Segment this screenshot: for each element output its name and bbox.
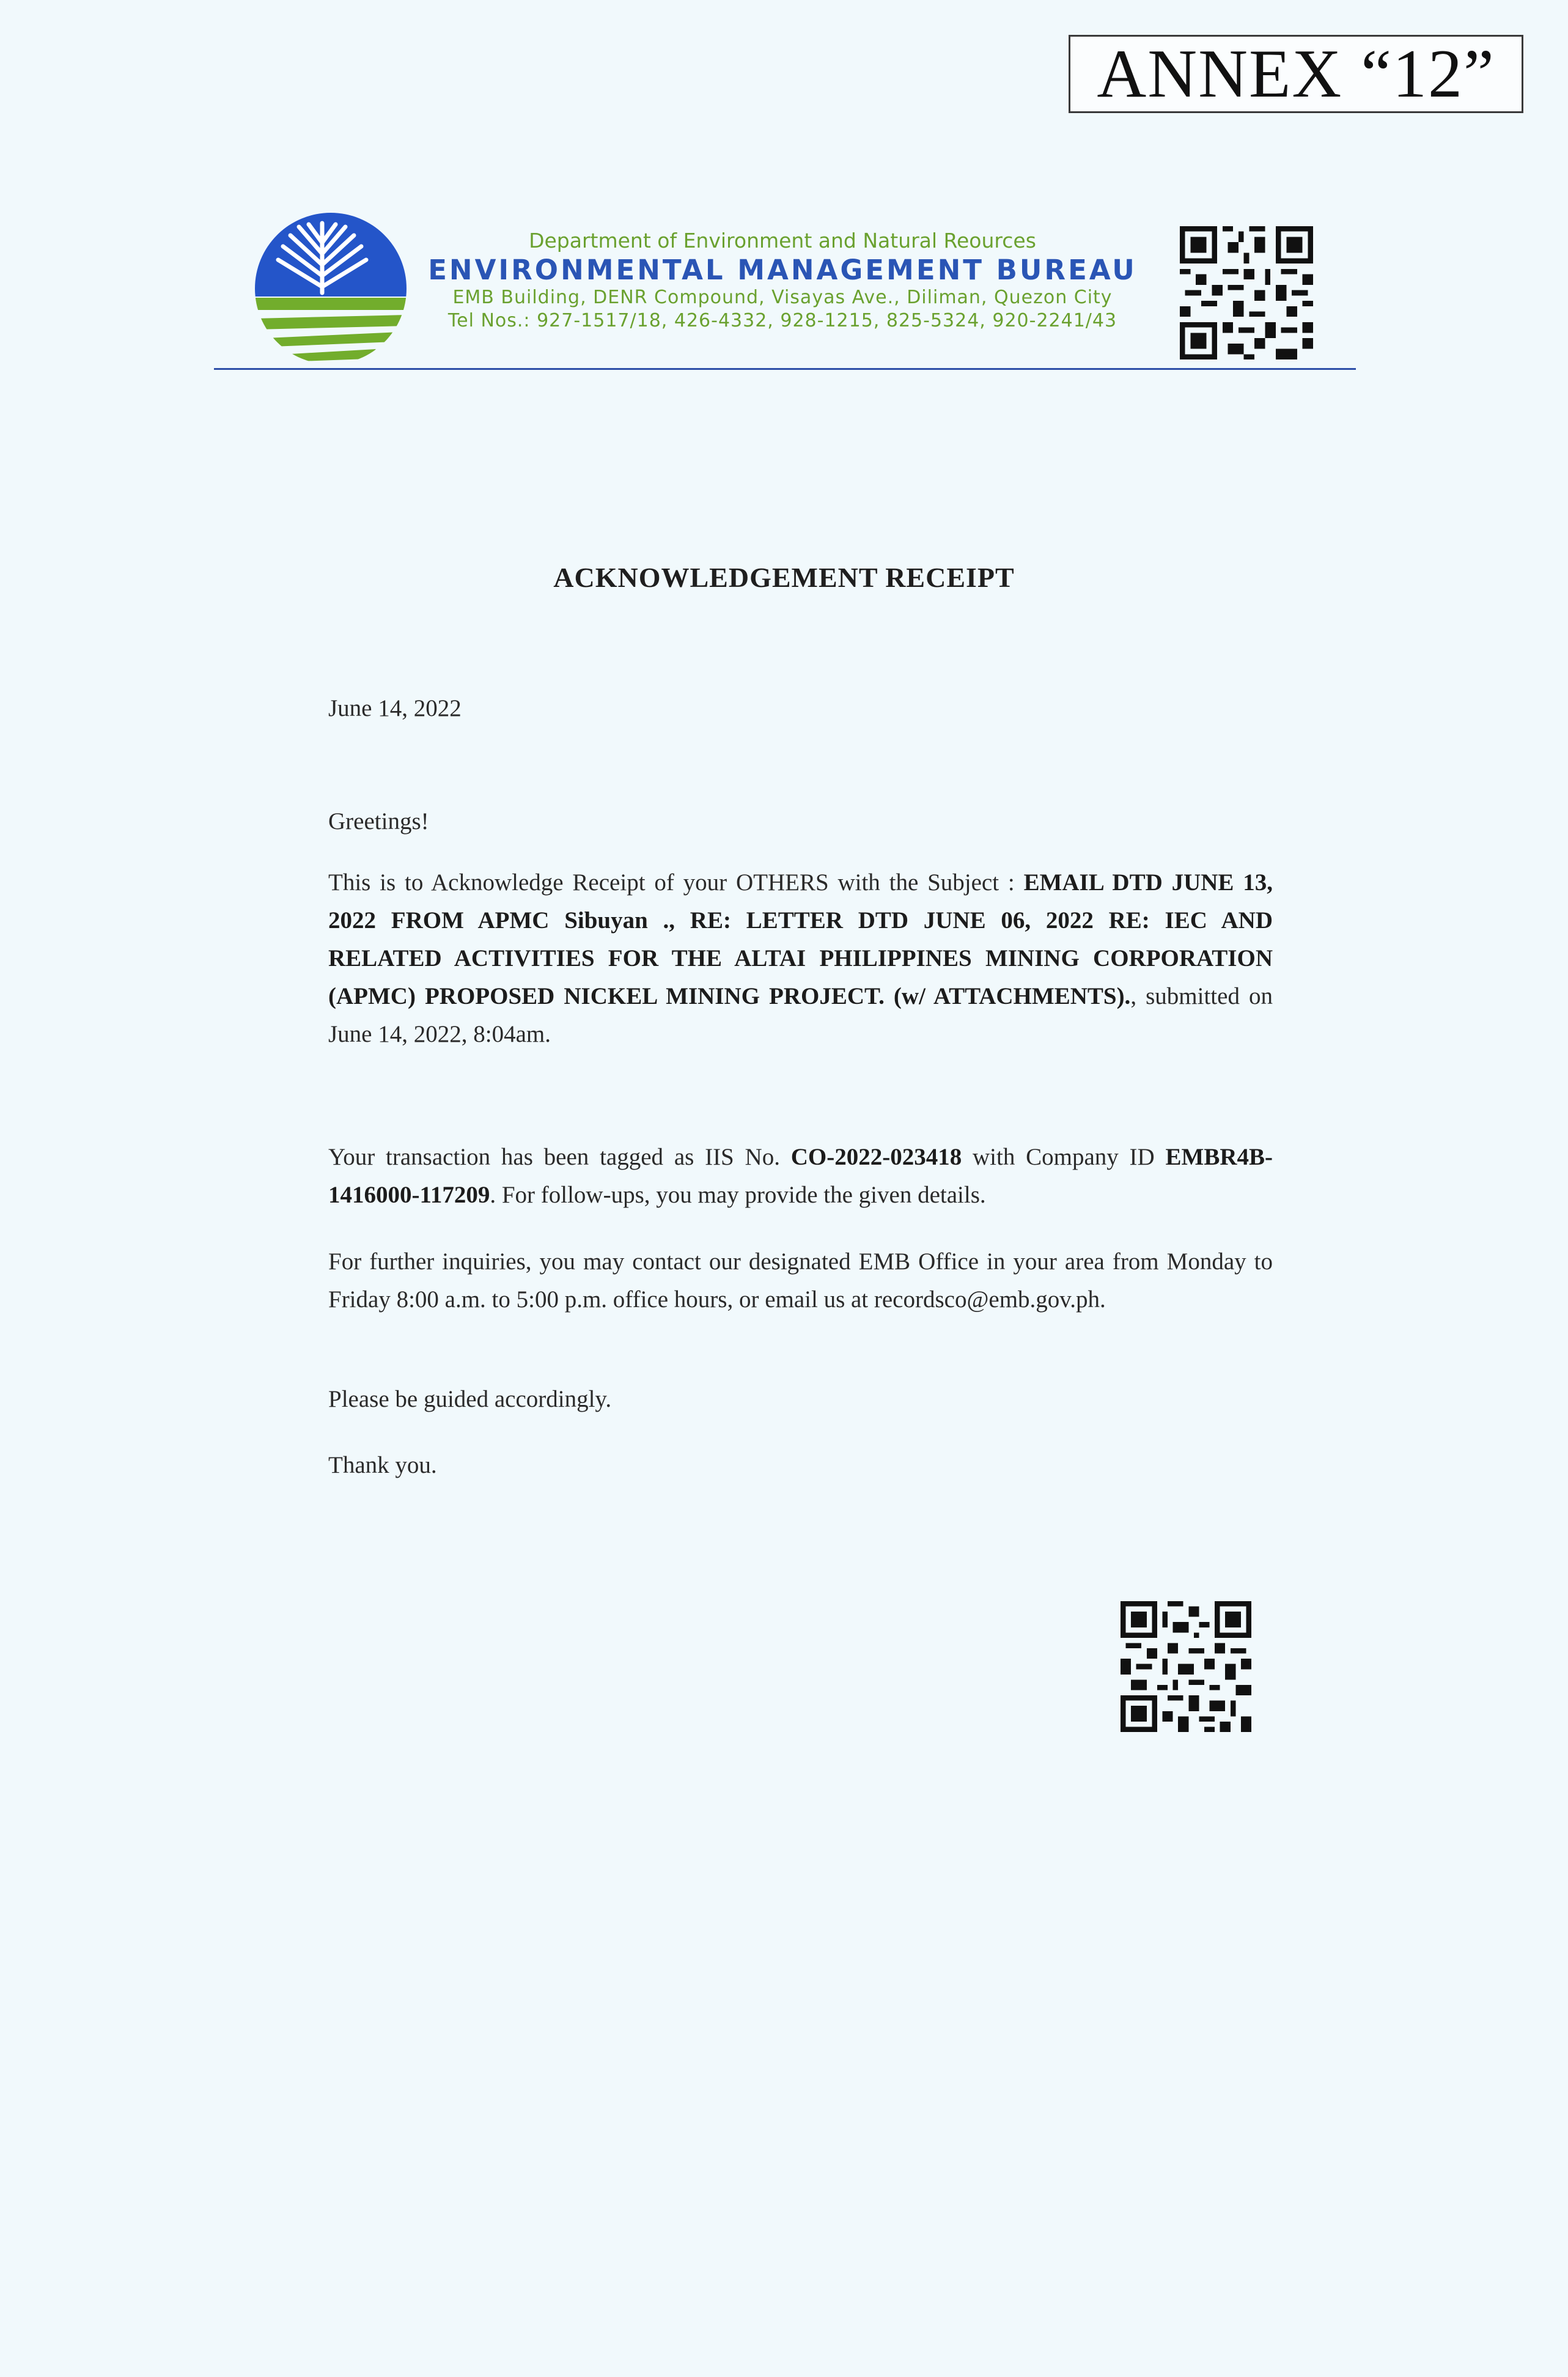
- transaction-paragraph: [328, 1138, 1273, 1214]
- document-title: ACKNOWLEDGEMENT RECEIPT: [553, 562, 1015, 593]
- submitted-text: , submitted on June 14, 2022, 8:04am.: [328, 983, 1273, 1047]
- emb-logo-icon: [254, 212, 408, 365]
- acknowledgement-paragraph: [328, 864, 1273, 1053]
- qr-code-icon: [1180, 226, 1313, 359]
- letterhead: [428, 227, 1137, 333]
- intro-text: This is to Acknowledge Receipt of your OTHERS with the Subject :: [328, 869, 1024, 896]
- bureau-telephone: Tel Nos.: 927-1517/18, 426-4332, 928-1215, 825-5324, 920-2241/43: [447, 310, 1117, 331]
- follow-up-text: . For follow-ups, you may provide the given details.: [490, 1182, 986, 1208]
- qr-code-icon: [1121, 1601, 1251, 1732]
- annex-label: ANNEX “12”: [1069, 35, 1523, 113]
- letter-date: June 14, 2022: [328, 695, 462, 721]
- inquiries-paragraph: For further inquiries, you may contact our designated EMB Office in your area from Monday to Friday 8:00 a.m. to 5:00 p.m. office hours, or email us at recordsco@emb.gov.ph.: [328, 1248, 1273, 1313]
- subject-text: EMAIL DTD JUNE 13, 2022 FROM APMC Sibuyan ., RE: LETTER DTD JUNE 06, 2022 RE: IEC AND RELATED ACTIVITIES FOR THE ALTAI PHILIPPINES MINING CORPORATION (APMC) PROPOSED NICKEL MINING PROJECT. (w/ ATTACHMENTS).: [328, 869, 1273, 1009]
- closing-text: Thank you.: [328, 1452, 437, 1478]
- bureau-name: ENVIRONMENTAL MANAGEMENT BUREAU: [428, 254, 1137, 286]
- company-id-text: with Company ID: [962, 1144, 1166, 1170]
- department-name: Department of Environment and Natural Reources: [529, 229, 1036, 252]
- letter-greeting: Greetings!: [328, 808, 429, 835]
- bureau-address: EMB Building, DENR Compound, Visayas Ave., Diliman, Quezon City: [452, 287, 1113, 308]
- company-id: EMBR4B-1416000-117209: [328, 1144, 1273, 1208]
- guidance-text: Please be guided accordingly.: [328, 1386, 612, 1412]
- transaction-text: Your transaction has been tagged as IIS No.: [328, 1144, 791, 1170]
- letterhead-divider: [214, 368, 1356, 370]
- iis-number: CO-2022-023418: [790, 1144, 962, 1170]
